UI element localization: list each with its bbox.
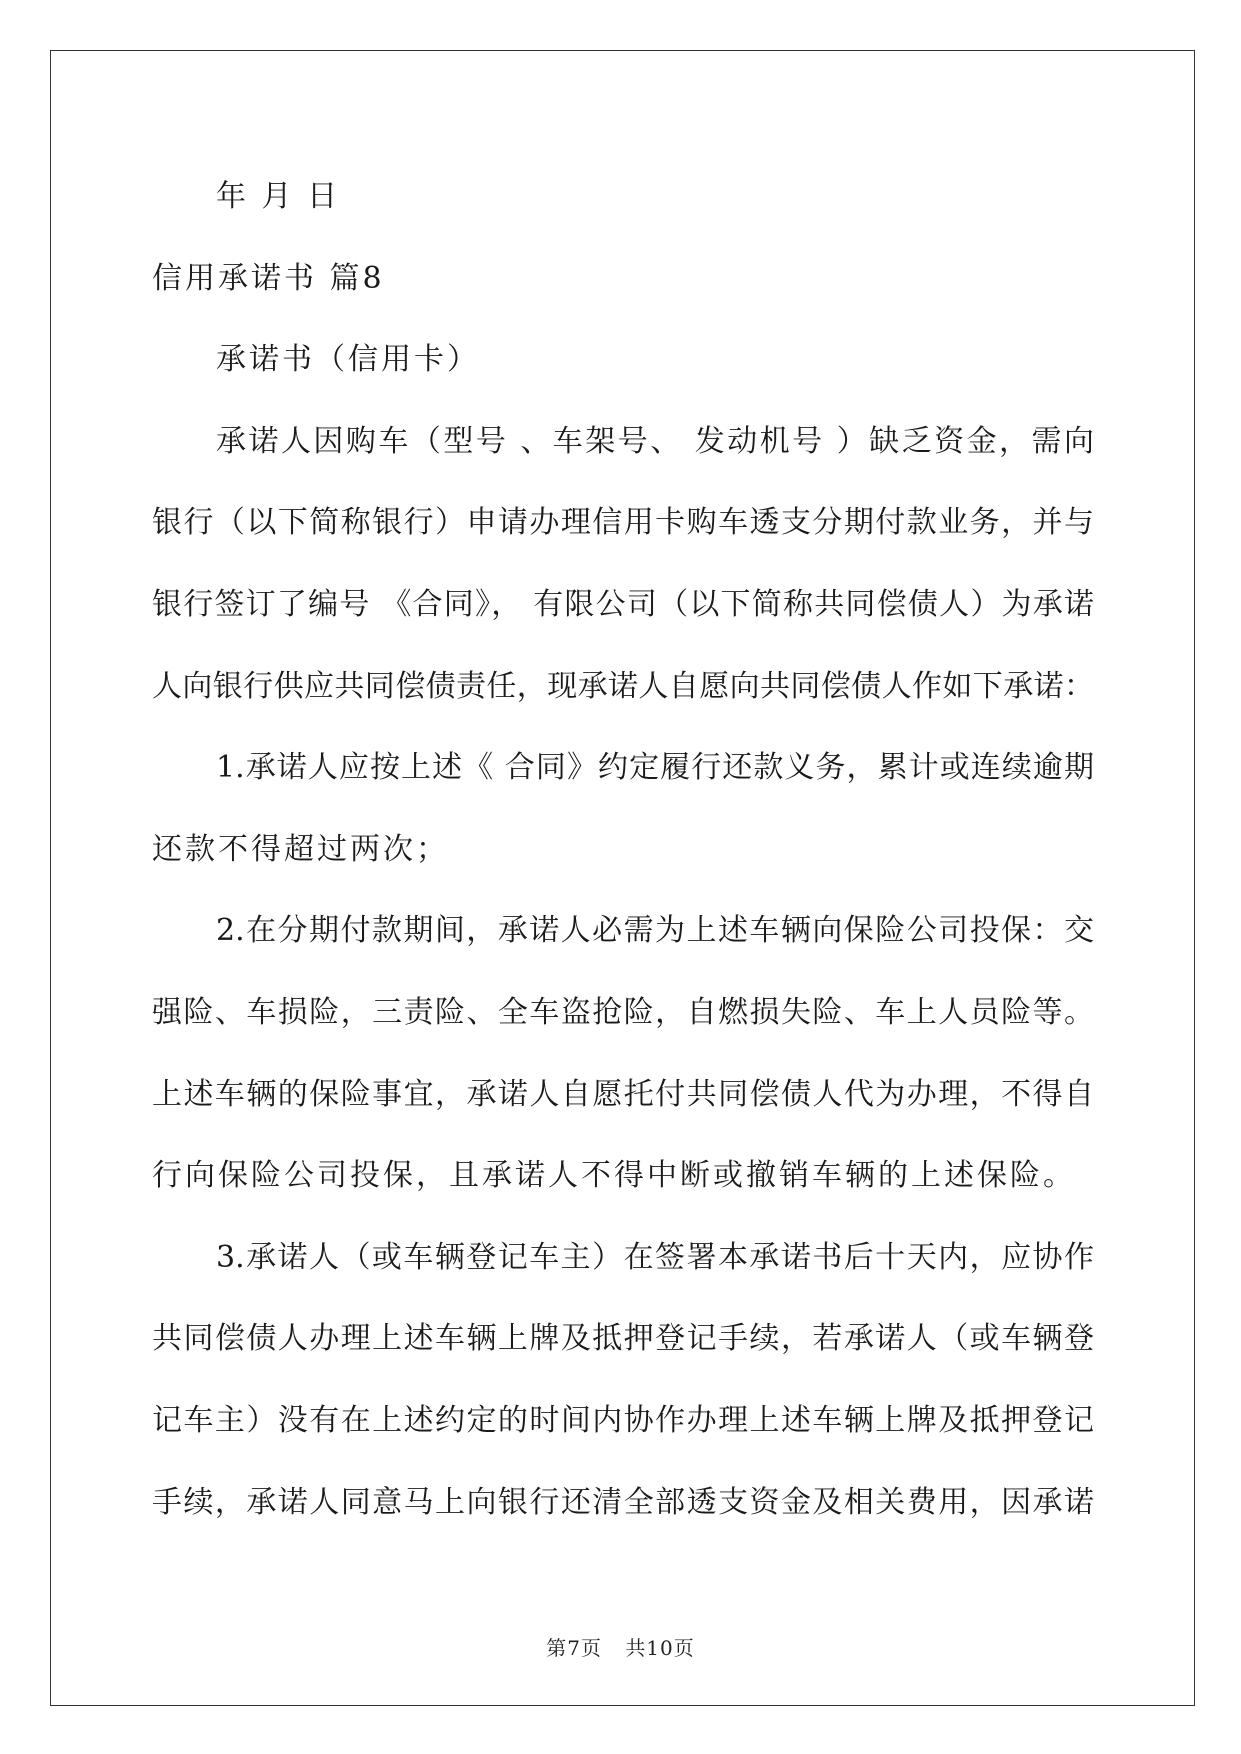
text-line: 3.承诺人（或车辆登记车主）在签署本承诺书后十天内，应协作 <box>216 1239 1094 1275</box>
text-line: 1.承诺人应按上述《 合同》约定履行还款义务，累计或连续逾期 <box>216 750 1094 786</box>
text-line: 承诺书（信用卡） <box>216 342 480 378</box>
text-line: 人向银行供应共同偿债责任，现承诺人自愿向共同偿债人作如下承诺： <box>152 668 1094 704</box>
page-footer <box>0 1632 1241 1661</box>
document-body <box>152 156 1094 1543</box>
page-number: 第7页 <box>546 1636 602 1660</box>
text-line: 共同偿债人办理上述车辆上牌及抵押登记手续，若承诺人（或车辆登 <box>152 1321 1094 1357</box>
page-total: 共10页 <box>625 1636 695 1660</box>
text-line: 2.在分期付款期间，承诺人必需为上述车辆向保险公司投保：交 <box>216 913 1094 949</box>
text-line: 强险、车损险，三责险、全车盗抢险，自燃损失险、车上人员险等。 <box>152 994 1094 1030</box>
text-line: 银行（以下简称银行）申请办理信用卡购车透支分期付款业务，并与 <box>152 505 1094 541</box>
text-line: 手续，承诺人同意马上向银行还清全部透支资金及相关费用，因承诺 <box>152 1484 1094 1520</box>
text-line: 还款不得超过两次； <box>152 831 449 867</box>
text-line: 信用承诺书 篇8 <box>152 260 385 296</box>
text-line: 行向保险公司投保，且承诺人不得中断或撤销车辆的上述保险。 <box>152 1158 1076 1194</box>
text-line: 上述车辆的保险事宜，承诺人自愿托付共同偿债人代为办理，不得自 <box>152 1076 1094 1112</box>
text-line: 银行签订了编号 《合同》， 有限公司（以下简称共同偿债人）为承诺 <box>152 586 1094 622</box>
text-line: 年 月 日 <box>216 179 341 214</box>
text-line: 承诺人因购车（型号 、车架号、 发动机号 ）缺乏资金，需向 <box>216 423 1094 459</box>
text-line: 记车主）没有在上述约定的时间内协作办理上述车辆上牌及抵押登记 <box>152 1402 1094 1438</box>
